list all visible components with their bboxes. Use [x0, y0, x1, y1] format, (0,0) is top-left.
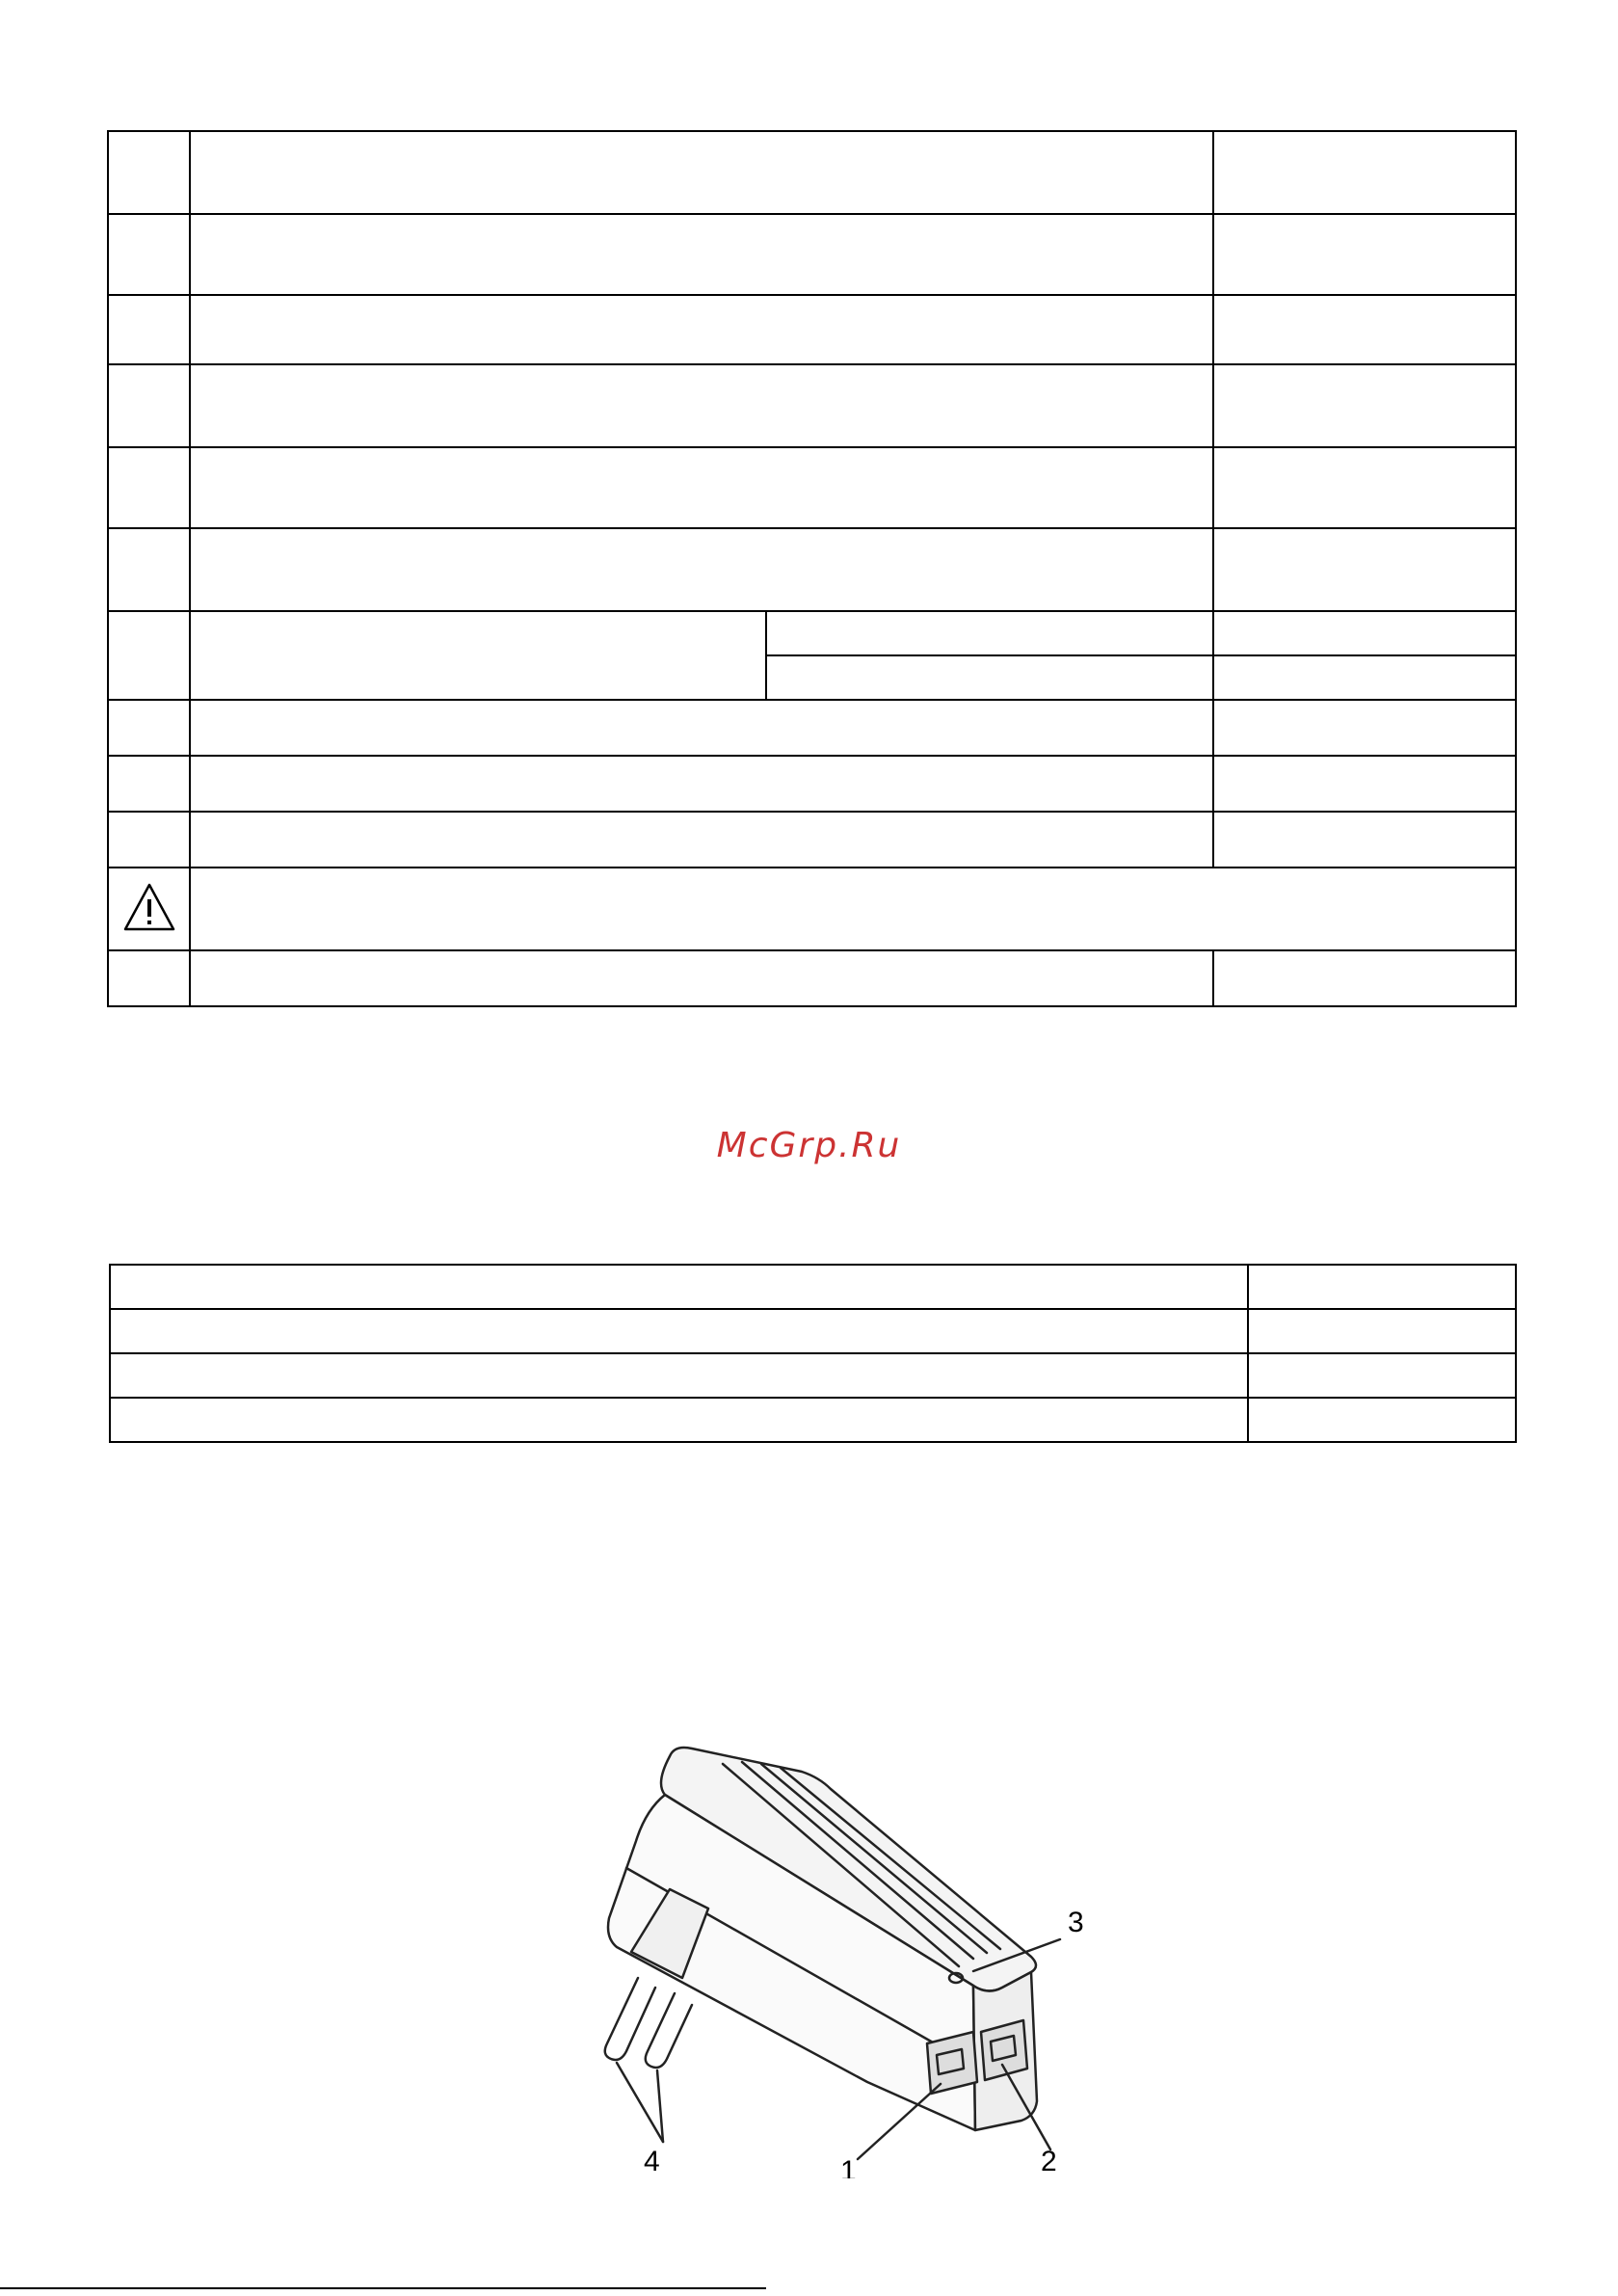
callout-4: 4 — [644, 2146, 660, 2177]
table-row — [108, 950, 1516, 1006]
table-row — [108, 131, 1516, 214]
table-row — [108, 364, 1516, 447]
device-illustration — [578, 1725, 1118, 2178]
table-row — [108, 214, 1516, 295]
table-row — [108, 700, 1516, 756]
table-row — [108, 611, 1516, 655]
table-row — [108, 868, 1516, 950]
table-row — [110, 1398, 1516, 1442]
table-row — [110, 1265, 1516, 1309]
watermark: McGrp.Ru — [716, 1126, 902, 1165]
table-row — [108, 812, 1516, 868]
callout-2: 2 — [1041, 2146, 1057, 2177]
summary-table — [109, 1264, 1517, 1443]
table-row — [108, 756, 1516, 812]
table-row — [108, 447, 1516, 528]
warning-cell — [108, 868, 190, 950]
spec-table — [107, 130, 1517, 1007]
poe-injector-drawing — [578, 1725, 1118, 2178]
table-row — [108, 295, 1516, 364]
table-row — [108, 528, 1516, 611]
table-row — [110, 1353, 1516, 1398]
callout-3: 3 — [1068, 1907, 1084, 1938]
callout-1: 1 — [840, 2155, 857, 2178]
table-row — [110, 1309, 1516, 1353]
warning-triangle-icon — [122, 882, 176, 932]
footer-rule — [0, 2287, 766, 2289]
